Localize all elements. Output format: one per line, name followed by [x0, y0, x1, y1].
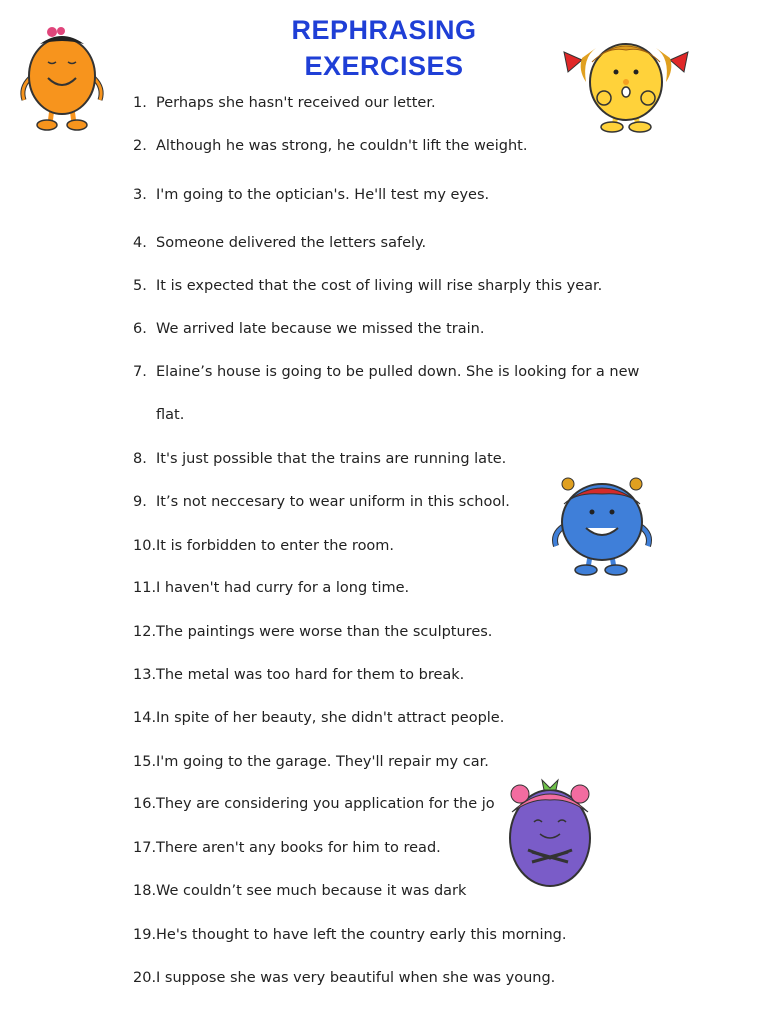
list-item	[133, 136, 527, 156]
blue-character-icon	[548, 472, 656, 578]
exercise-text: The paintings were worse than the sculptures.	[156, 624, 493, 640]
list-item	[133, 752, 489, 772]
list-item	[133, 319, 484, 339]
exercise-text: We arrived late because we missed the train.	[156, 321, 485, 337]
exercise-number: 15.	[133, 754, 157, 770]
exercise-number: 18.	[133, 883, 157, 899]
list-item	[133, 233, 426, 253]
exercise-text: In spite of her beauty, she didn't attract people.	[156, 710, 505, 726]
list-item	[133, 578, 409, 598]
exercise-number: 20.	[133, 970, 157, 986]
list-item	[133, 362, 640, 423]
exercise-number: 16.	[133, 796, 157, 812]
exercise-number: 19.	[133, 927, 157, 943]
list-item	[133, 925, 567, 945]
exercise-text: They are considering you application for the jo	[156, 796, 495, 812]
exercise-text: It is expected that the cost of living will rise sharply this year.	[156, 278, 603, 294]
exercise-number: 11.	[133, 580, 157, 596]
exercise-text: I suppose she was very beautiful when she was young.	[156, 970, 556, 986]
exercise-number: 5.	[133, 278, 147, 294]
exercise-text: There aren't any books for him to read.	[156, 840, 441, 856]
exercise-number: 17.	[133, 840, 157, 856]
list-item	[133, 536, 394, 556]
exercise-text: We couldn’t see much because it was dark	[156, 883, 467, 899]
yellow-character-icon	[560, 28, 692, 134]
exercise-number: 10.	[133, 538, 157, 554]
exercise-text: Someone delivered the letters safely.	[156, 235, 427, 251]
exercise-text: It’s not neccesary to wear uniform in this school.	[156, 494, 510, 510]
title-line-1: REPHRASING	[291, 15, 477, 45]
list-item	[133, 185, 489, 205]
list-item	[133, 968, 555, 988]
list-item	[133, 708, 504, 728]
exercise-number: 14.	[133, 710, 157, 726]
title-line-2: EXERCISES	[304, 51, 464, 81]
list-item	[133, 838, 441, 858]
exercise-text: Perhaps she hasn't received our letter.	[156, 95, 436, 111]
list-item	[133, 665, 464, 685]
list-item	[133, 881, 466, 901]
list-item	[133, 93, 436, 113]
exercise-number: 6.	[133, 321, 147, 337]
exercise-text: It is forbidden to enter the room.	[156, 538, 395, 554]
exercise-text: I'm going to the optician's. He'll test my eyes.	[156, 187, 490, 203]
list-item	[133, 622, 492, 642]
list-item	[133, 492, 510, 512]
exercise-text: It's just possible that the trains are running late.	[156, 451, 507, 467]
exercise-text: The metal was too hard for them to break.	[156, 667, 465, 683]
exercise-number: 1.	[133, 95, 147, 111]
exercise-text: I'm going to the garage. They'll repair my car.	[156, 754, 489, 770]
exercise-number: 9.	[133, 494, 147, 510]
orange-character-icon	[16, 22, 108, 132]
exercise-text: I haven't had curry for a long time.	[156, 580, 410, 596]
exercise-number: 12.	[133, 624, 157, 640]
exercise-text: Elaine’s house is going to be pulled down. She is looking for a new	[156, 364, 640, 380]
exercise-text: He's thought to have left the country early this morning.	[156, 927, 567, 943]
exercise-number: 13.	[133, 667, 157, 683]
exercise-number: 4.	[133, 235, 147, 251]
exercise-text: Although he was strong, he couldn't lift the weight.	[156, 138, 528, 154]
exercise-text-continuation: flat.	[156, 407, 185, 423]
list-item	[133, 276, 602, 296]
list-item	[133, 794, 495, 814]
purple-character-icon	[498, 772, 602, 890]
list-item	[133, 449, 506, 469]
exercise-number: 7.	[133, 364, 147, 380]
exercise-number: 2.	[133, 138, 147, 154]
exercise-number: 8.	[133, 451, 147, 467]
exercise-number: 3.	[133, 187, 147, 203]
